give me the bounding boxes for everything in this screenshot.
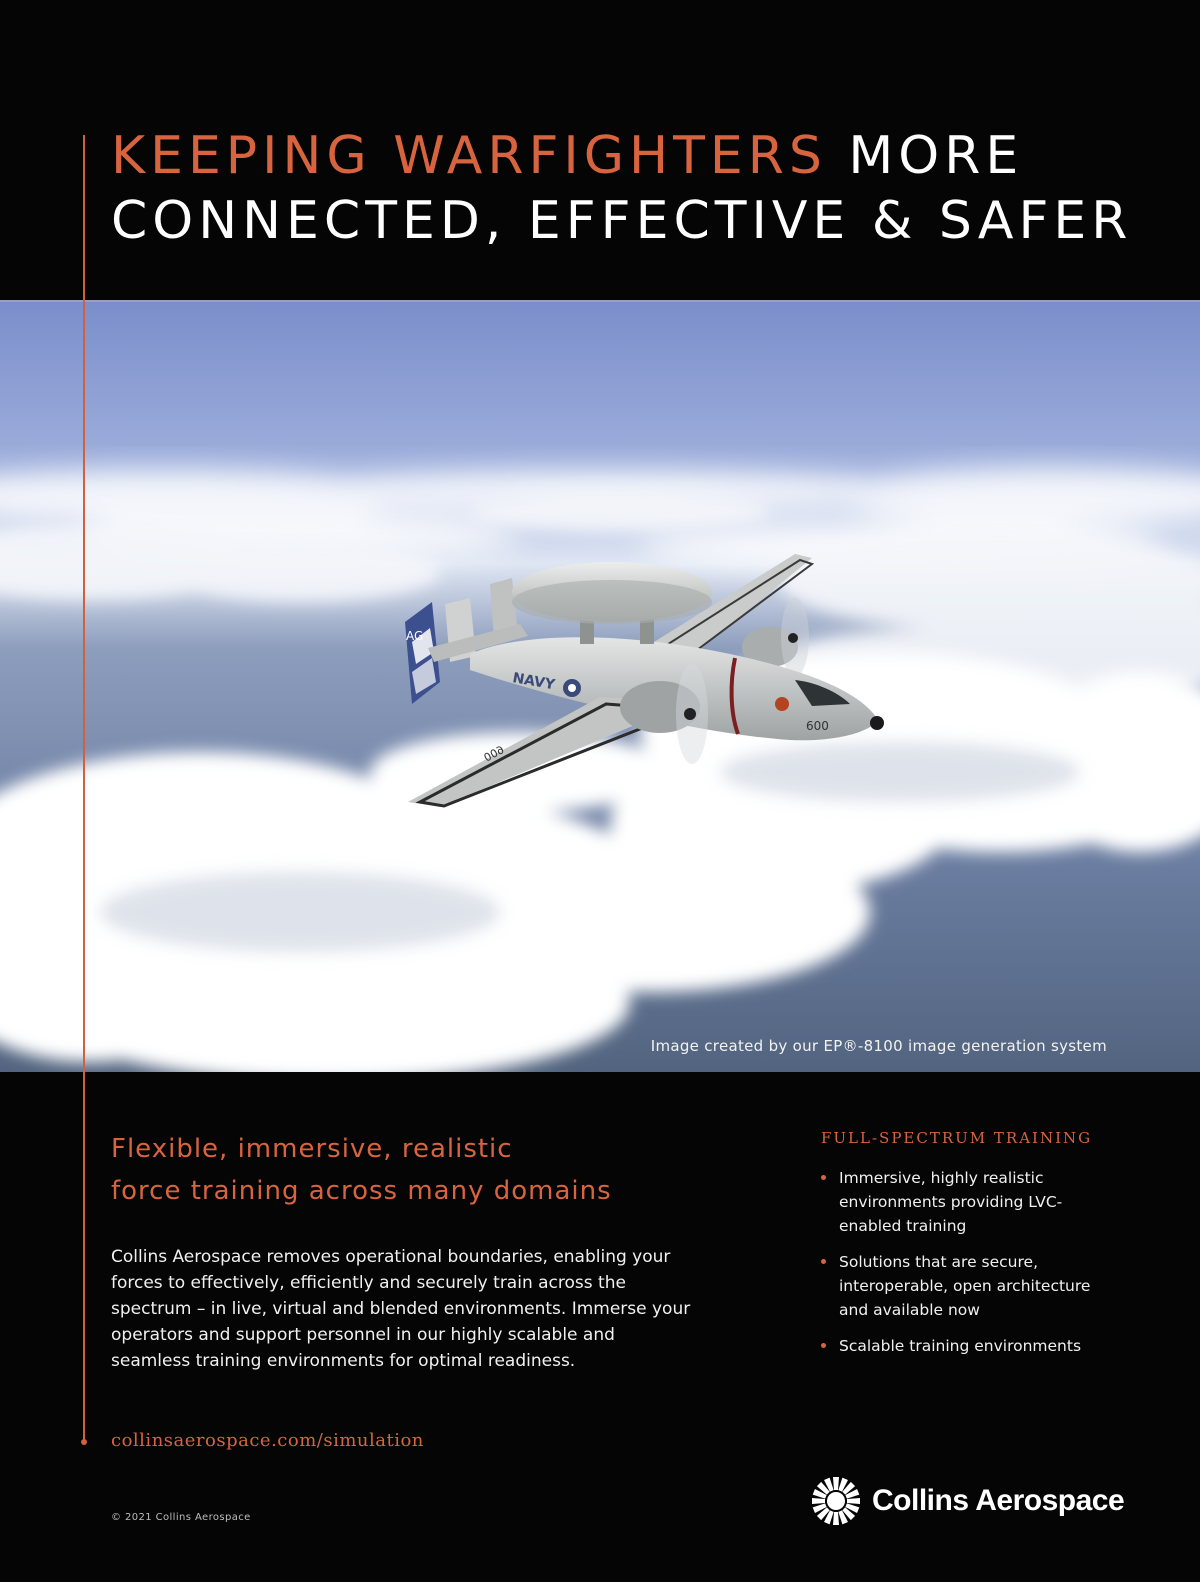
list-item	[821, 1334, 1121, 1358]
headline	[111, 124, 1171, 254]
list-item-text: Solutions that are secure, interoperable, open architecture and available now	[839, 1253, 1091, 1319]
subheadline-line1: Flexible, immersive, realistic	[111, 1134, 513, 1164]
headline-accent: KEEPING WARFIGHTERS	[111, 126, 827, 186]
vertical-accent-line	[83, 135, 85, 1440]
list-item-text: Scalable training environments	[839, 1337, 1082, 1355]
list-item	[821, 1166, 1121, 1238]
body-copy: Collins Aerospace removes operational boundaries, enabling your forces to effectively, efficiently and securely train across the spectrum – in live, virtual and blended environments. Immerse your operators and support personnel in our highly scalable and seamless training environments for optimal readiness.	[111, 1247, 691, 1371]
subheadline	[111, 1128, 751, 1212]
subheadline-line2: force training across many domains	[111, 1176, 612, 1206]
sidebar-list	[821, 1166, 1121, 1370]
logo-wordmark: Collins Aerospace	[872, 1484, 1125, 1517]
headline-line1-rest: MORE	[826, 126, 1024, 186]
bullet-icon	[821, 1259, 826, 1264]
hero-image	[0, 300, 1200, 1072]
fuselage-marking: NAVY	[511, 670, 557, 694]
list-item-text: Immersive, highly realistic environments providing LVC-enabled training	[839, 1169, 1063, 1235]
bullet-icon	[821, 1175, 826, 1180]
wing-number-label: 600	[481, 743, 507, 765]
collins-sunburst-icon	[810, 1475, 862, 1527]
tail-code-label: AG	[406, 629, 424, 643]
hero-caption: Image created by our EP®-8100 image generation system	[650, 1037, 1107, 1055]
copyright-notice: © 2021 Collins Aerospace	[111, 1512, 251, 1523]
accent-line-end-dot	[81, 1439, 87, 1445]
website-link[interactable]: collinsaerospace.com/simulation	[111, 1430, 424, 1451]
sidebar-title: FULL-SPECTRUM TRAINING	[821, 1129, 1093, 1147]
nose-number-label: 600	[806, 719, 829, 733]
bullet-icon	[821, 1343, 826, 1348]
list-item	[821, 1250, 1121, 1322]
collins-aerospace-logo	[810, 1474, 1124, 1528]
headline-line2: CONNECTED, EFFECTIVE & SAFER	[111, 191, 1133, 251]
hero-illustration	[0, 302, 1200, 1072]
